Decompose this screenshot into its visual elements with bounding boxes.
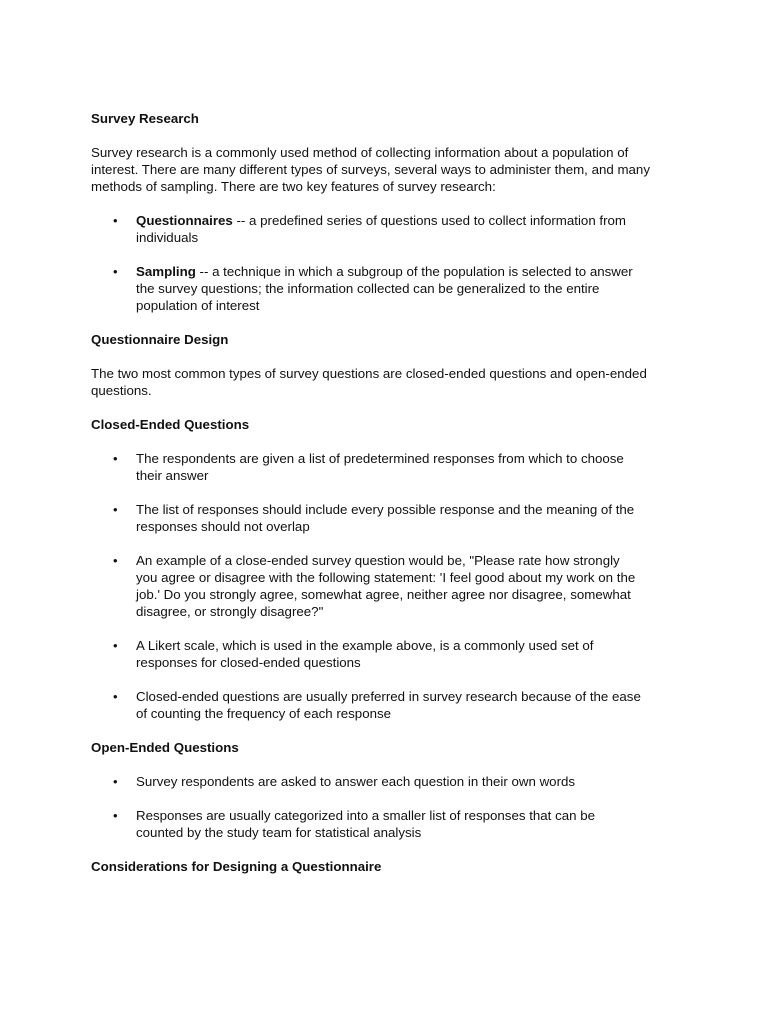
list-item-text: Closed-ended questions are usually preferred in survey research because of the ease of counting the frequency of each response xyxy=(136,689,641,721)
list-item xyxy=(91,807,641,841)
questionnaire-design-text: The two most common types of survey questions are closed-ended questions and open-ended questions. xyxy=(91,366,647,398)
bullet-icon: • xyxy=(113,808,118,823)
list-item xyxy=(91,450,641,484)
open-ended-heading: Open-Ended Questions xyxy=(91,740,239,755)
features-list xyxy=(91,212,641,314)
list-item-text: An example of a close-ended survey question would be, "Please rate how strongly you agree or disagree with the following statement: 'I feel good about my work on the job.' Do you strongly agree, somewhat agree, neither agree nor disagree, somewhat disagree, or strongly disagree?" xyxy=(136,553,636,619)
questionnaire-design-heading: Questionnaire Design xyxy=(91,332,229,347)
list-item xyxy=(91,501,641,535)
feature-text: -- a predefined series of questions used to collect information from individuals xyxy=(136,213,627,245)
bullet-icon: • xyxy=(113,451,118,466)
list-item-text: Survey respondents are asked to answer each question in their own words xyxy=(136,774,576,789)
list-item xyxy=(91,637,641,671)
feature-term: Sampling xyxy=(136,264,196,279)
bullet-icon: • xyxy=(113,638,118,653)
list-item-text: Responses are usually categorized into a smaller list of responses that can be counted by the study team for statistical analysis xyxy=(136,808,595,840)
intro-paragraph: Survey research is a commonly used method of collecting information about a population of interest. There are many different types of surveys, several ways to administer them, and many methods of sampling. There are two key features of survey research: xyxy=(91,145,650,194)
closed-ended-list xyxy=(91,450,641,722)
list-item xyxy=(91,212,641,246)
list-item xyxy=(91,552,641,620)
open-ended-list xyxy=(91,773,641,841)
list-item-text: The respondents are given a list of predetermined responses from which to choose their answer xyxy=(136,451,624,483)
feature-term: Questionnaires xyxy=(136,213,233,228)
bullet-icon: • xyxy=(113,774,118,789)
considerations-heading: Considerations for Designing a Questionnaire xyxy=(91,859,382,874)
doc-title: Survey Research xyxy=(91,111,199,126)
list-item xyxy=(91,773,641,790)
document-page xyxy=(91,110,691,875)
bullet-icon: • xyxy=(113,689,118,704)
closed-ended-heading: Closed-Ended Questions xyxy=(91,417,250,432)
bullet-icon: • xyxy=(113,264,118,279)
list-item xyxy=(91,688,641,722)
list-item-text: A Likert scale, which is used in the example above, is a commonly used set of responses for closed-ended questions xyxy=(136,638,594,670)
bullet-icon: • xyxy=(113,502,118,517)
list-item xyxy=(91,263,641,314)
feature-text: -- a technique in which a subgroup of the population is selected to answer the survey questions; the information collected can be generalized to the entire population of interest xyxy=(136,264,633,313)
bullet-icon: • xyxy=(113,213,118,228)
list-item-text: The list of responses should include every possible response and the meaning of the responses should not overlap xyxy=(136,502,635,534)
bullet-icon: • xyxy=(113,553,118,568)
